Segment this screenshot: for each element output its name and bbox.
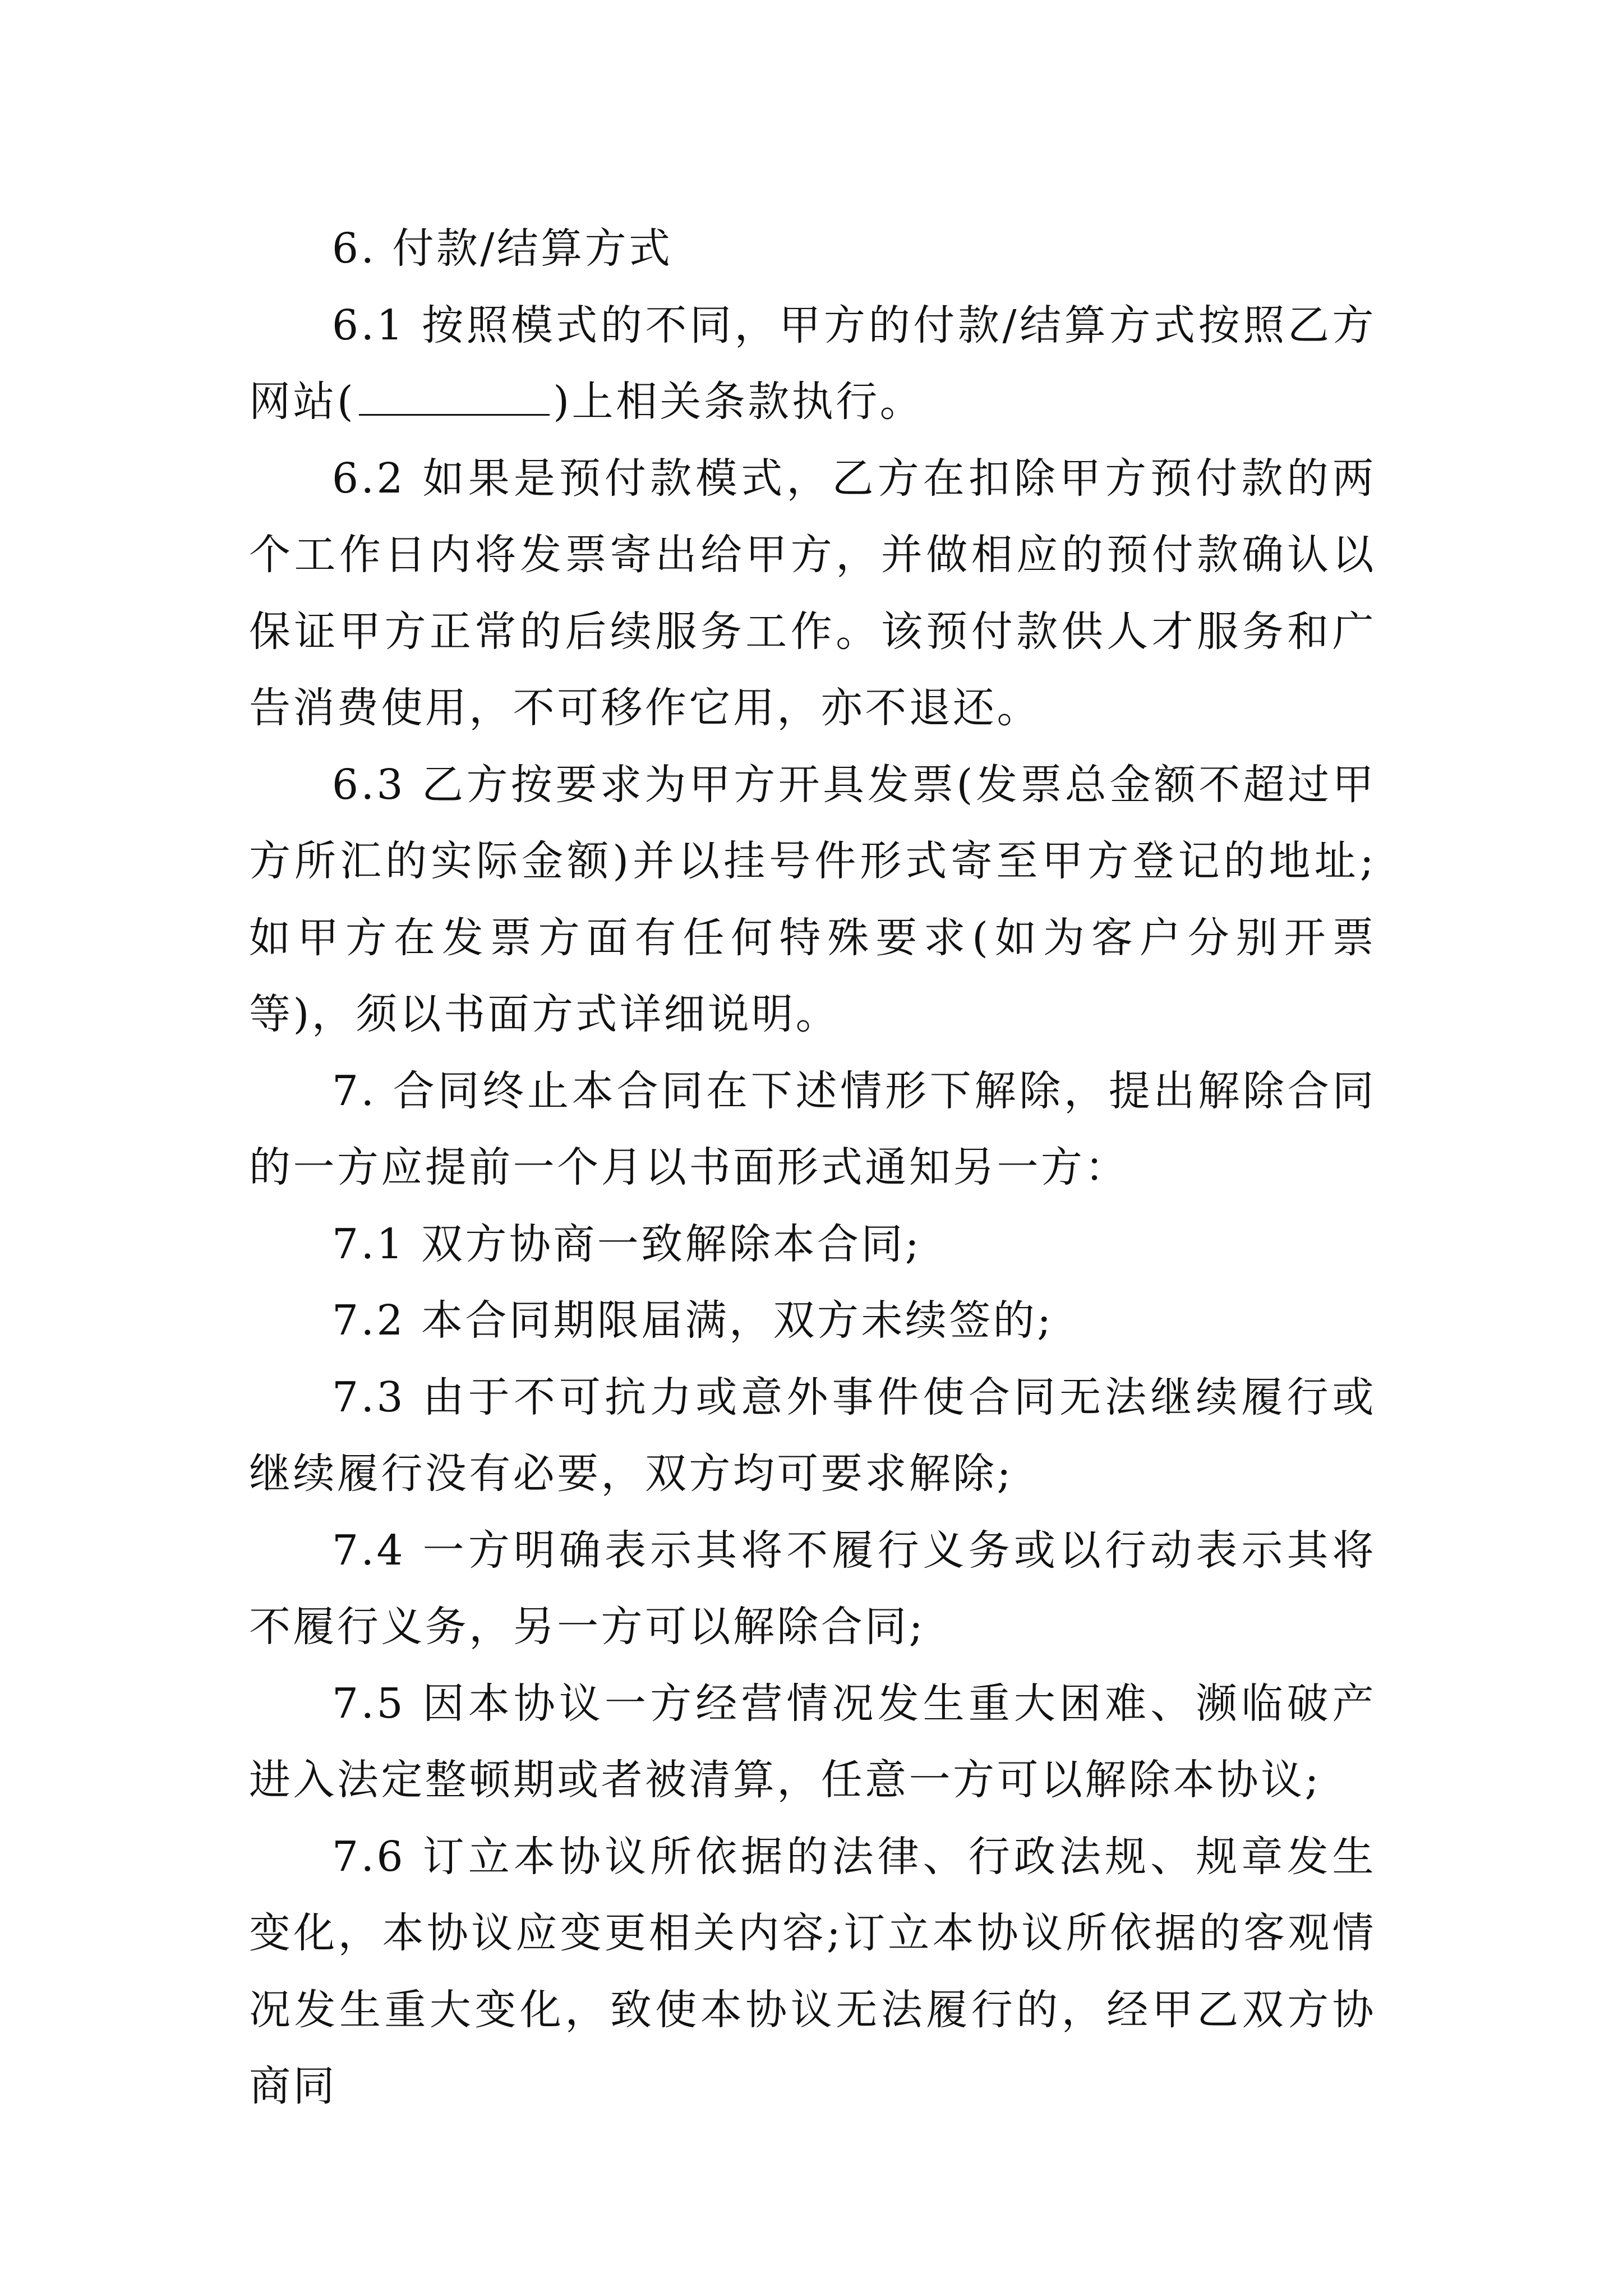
clause-6-2: 6.2 如果是预付款模式，乙方在扣除甲方预付款的两个工作日内将发票寄出给甲方，并做相应的预付款确认以保证甲方正常的后续服务工作。该预付款供人才服务和广告消费使用，不可移作它用，亦不退还。 bbox=[249, 454, 1376, 732]
section-7-heading: 7. 合同终止本合同在下述情形下解除，提出解除合同的一方应提前一个月以书面形式通知另一方： bbox=[249, 1066, 1376, 1191]
clause-6-1-text-after: )上相关条款执行。 bbox=[553, 378, 924, 426]
clause-6-1 bbox=[249, 287, 1376, 440]
document-body bbox=[249, 210, 1376, 2125]
clause-6-3: 6.3 乙方按要求为甲方开具发票(发票总金额不超过甲方所汇的实际金额)并以挂号件形式寄至甲方登记的地址;如甲方在发票方面有任何特殊要求(如为客户分别开票等)，须以书面方式详细说明。 bbox=[249, 760, 1376, 1038]
clause-7-2: 7.2 本合同期限届满，双方未续签的; bbox=[332, 1296, 1054, 1345]
clause-6-1-text-before: 6.1 按照模式的不同，甲方的付款/结算方式按照乙方网站( bbox=[249, 301, 1376, 426]
clause-7-3: 7.3 由于不可抗力或意外事件使合同无法继续履行或继续履行没有必要，双方均可要求解除; bbox=[249, 1373, 1376, 1498]
clause-7-6: 7.6 订立本协议所依据的法律、行政法规、规章发生变化，本协议应变更相关内容;订立本协议所依据的客观情况发生重大变化，致使本协议无法履行的，经甲乙双方协商同 bbox=[249, 1832, 1376, 2110]
clause-7-5: 7.5 因本协议一方经营情况发生重大困难、濒临破产进入法定整顿期或者被清算，任意一方可以解除本协议; bbox=[249, 1679, 1376, 1804]
section-6-heading: 6. 付款/结算方式 bbox=[332, 224, 673, 273]
clause-7-4: 7.4 一方明确表示其将不履行义务或以行动表示其将不履行义务，另一方可以解除合同; bbox=[249, 1526, 1376, 1651]
clause-7-1: 7.1 双方协商一致解除本合同; bbox=[332, 1220, 922, 1268]
website-blank-field bbox=[359, 376, 550, 416]
